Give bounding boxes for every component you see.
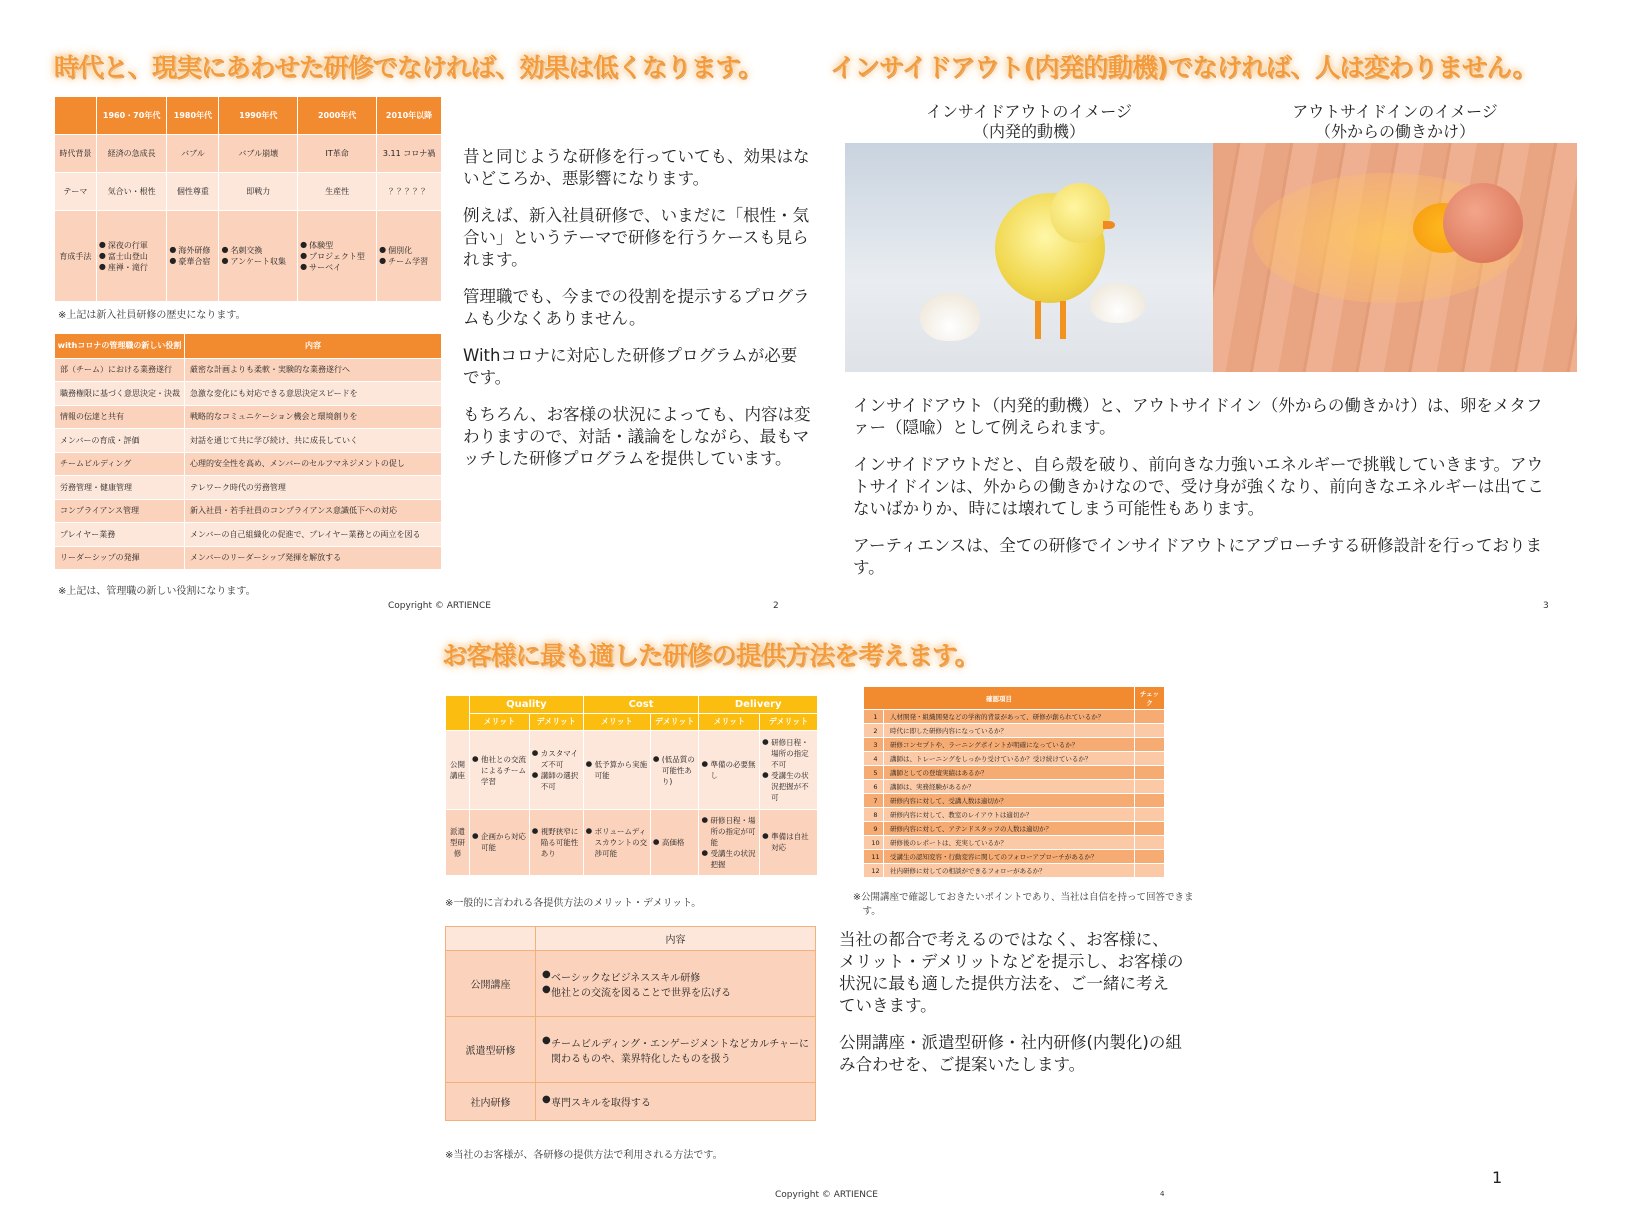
item-text: 講師としての登壇実績はあるか？	[884, 766, 1135, 780]
bullet-list	[586, 826, 648, 859]
table-cell	[536, 1017, 816, 1083]
table-row	[55, 429, 442, 453]
bullet-item: ● カスタマイズ不可	[532, 748, 581, 770]
item-number: 6	[864, 780, 884, 794]
history-note: ※上記は新入社員研修の歴史になります。	[58, 310, 246, 321]
check-cell[interactable]	[1135, 766, 1165, 780]
table-cell	[583, 809, 650, 875]
bullet-item: ● 視野狭窄に陥る可能性あり	[532, 826, 581, 859]
bullet-list	[701, 759, 757, 781]
checklist-row	[864, 836, 1165, 850]
item-number: 12	[864, 864, 884, 878]
bullet-list	[379, 245, 439, 267]
column-header: 内容	[185, 334, 442, 359]
caption-line: （外からの働きかけ）	[1314, 122, 1475, 141]
table-cell	[650, 731, 699, 809]
table-row	[446, 951, 816, 1017]
paragraph: アーティエンスは、全ての研修でインサイドアウトにアプローチする研修設計を行っております。	[853, 536, 1543, 577]
table-row	[55, 211, 442, 302]
item-number: 3	[864, 738, 884, 752]
slide3-body	[853, 395, 1558, 594]
bullet-item: ● 他社との交流を図ることで世界を広げる	[542, 984, 813, 999]
bullet-item: ● 名刺交換	[221, 245, 295, 256]
table-cell	[529, 731, 583, 809]
table-cell	[219, 211, 298, 302]
bullet-item: ● 深夜の行軍	[99, 240, 165, 251]
bullet-item: ● 海外研修	[169, 245, 216, 256]
table-row	[55, 452, 442, 476]
checklist-row	[864, 766, 1165, 780]
table-cell	[167, 211, 219, 302]
check-cell[interactable]	[1135, 836, 1165, 850]
sub-header: メリット	[470, 713, 530, 731]
table-row	[55, 405, 442, 429]
check-cell[interactable]	[1135, 850, 1165, 864]
check-cell[interactable]	[1135, 710, 1165, 724]
column-header: 内容	[536, 927, 816, 951]
bullet-item: ● チーム学習	[379, 256, 439, 267]
row-label: 派遣型研修	[446, 1017, 536, 1083]
table-cell	[470, 809, 530, 875]
bullet-item: ● ボリュームディスカウントの交渉可能	[586, 826, 648, 859]
document-page-number: 1	[1492, 1168, 1503, 1187]
column-header: 1980年代	[167, 97, 219, 135]
sub-header: メリット	[583, 713, 650, 731]
column-header	[55, 97, 97, 135]
group-header: Cost	[583, 696, 699, 714]
bullet-list	[99, 240, 165, 273]
check-cell[interactable]	[1135, 780, 1165, 794]
qcd-table	[445, 695, 818, 876]
column-header: 1960・70年代	[96, 97, 167, 135]
bullet-list	[542, 1035, 813, 1065]
table-cell	[377, 211, 442, 302]
inside-out-caption	[845, 102, 1213, 142]
table-row	[446, 1017, 816, 1083]
bullet-item: ● 個別化	[379, 245, 439, 256]
sub-header: デメリット	[650, 713, 699, 731]
table-cell: 職務権限に基づく意思決定・決裁	[55, 382, 185, 406]
table-cell	[650, 809, 699, 875]
slide4-title: お客様に最も適した研修の提供方法を考えます。	[442, 641, 980, 670]
column-header: 1990年代	[219, 97, 298, 135]
group-header: Quality	[470, 696, 584, 714]
checklist-row	[864, 794, 1165, 808]
checklist-row	[864, 752, 1165, 766]
row-label: 育成手法	[55, 211, 97, 302]
checklist-table	[863, 686, 1165, 876]
item-number: 10	[864, 836, 884, 850]
qcd-note: ※一般的に言われる各提供方法のメリット・デメリット。	[445, 898, 702, 909]
table-cell: リーダーシップの発揮	[55, 546, 185, 570]
sub-header: デメリット	[529, 713, 583, 731]
table-row	[55, 523, 442, 547]
bullet-list	[701, 815, 757, 870]
row-label: 社内研修	[446, 1083, 536, 1121]
table-cell	[699, 731, 760, 809]
table-cell: 経済の急成長	[96, 135, 167, 173]
table-row	[55, 382, 442, 406]
table-cell	[96, 211, 167, 302]
checklist-row	[864, 780, 1165, 794]
table-cell: メンバーの育成・評価	[55, 429, 185, 453]
checklist-row	[864, 822, 1165, 836]
column-header: 2000年代	[298, 97, 377, 135]
item-text: 時代に即した研修内容になっているか？	[884, 724, 1135, 738]
bullet-item: ● ベーシックなビジネススキル研修	[542, 969, 813, 984]
bullet-list	[169, 245, 216, 267]
bullet-item: ● 体験型	[300, 240, 374, 251]
table-row	[55, 358, 442, 382]
history-table	[54, 96, 442, 302]
checklist-row	[864, 724, 1165, 738]
paragraph: 管理職でも、今までの役割を提示するプログラムも少なくありません。	[463, 287, 810, 328]
bullet-list	[542, 1094, 813, 1109]
page-number: 4	[1160, 1190, 1165, 1198]
row-label: テーマ	[55, 173, 97, 211]
table-cell: 心理的安全性を高め、メンバーのセルフマネジメントの促し	[185, 452, 442, 476]
bullet-item: ● 研修日程・場所の指定不可	[762, 737, 815, 770]
slide2-title: 時代と、現実にあわせた研修でなければ、効果は低くなります。	[54, 53, 763, 82]
item-text: 研修後のレポートは、充実しているか？	[884, 836, 1135, 850]
bullet-list	[653, 837, 697, 848]
item-number: 4	[864, 752, 884, 766]
bullet-list	[300, 240, 374, 273]
paragraph: 例えば、新入社員研修で、いまだに「根性・気合い」というテーマで研修を行うケースも見られます。	[463, 206, 810, 269]
item-text: 講師は、実務経験があるか？	[884, 780, 1135, 794]
table-cell	[536, 1083, 816, 1121]
row-label: 時代背景	[55, 135, 97, 173]
table-cell: 生産性	[298, 173, 377, 211]
table-row	[55, 173, 442, 211]
bullet-item: ● チームビルディング・エンゲージメントなどカルチャーに関わるものや、業界特化したものを扱う	[542, 1035, 813, 1065]
roles-table	[54, 333, 442, 570]
table-cell: 労務管理・健康管理	[55, 476, 185, 500]
bullet-item: ● 受講生の状況把握	[701, 848, 757, 870]
copyright: Copyright © ARTIENCE	[388, 601, 491, 611]
bullet-item: ● 専門スキルを取得する	[542, 1094, 813, 1109]
sub-header: メリット	[699, 713, 760, 731]
table-cell: 情報の伝達と共有	[55, 405, 185, 429]
check-cell[interactable]	[1135, 864, 1165, 878]
item-number: 5	[864, 766, 884, 780]
row-label: 公開講座	[446, 951, 536, 1017]
table-cell: メンバーのリーダーシップ発揮を解放する	[185, 546, 442, 570]
bullet-item: ● 高価格	[653, 837, 697, 848]
bullet-item: ● 研修日程・場所の指定が可能	[701, 815, 757, 848]
table-cell	[583, 731, 650, 809]
chick-image	[845, 143, 1213, 372]
item-text: 研修コンセプトや、ラーニングポイントが明確になっているか？	[884, 738, 1135, 752]
paragraph: インサイドアウトだと、自ら殻を破り、前向きな力強いエネルギーで挑戦していきます。アウトサイドインは、外からの働きかけなので、受け身が強くなり、前向きなエネルギーは出てこないばかりか、時には壊れてしまう可能性もあります。	[853, 455, 1544, 518]
check-cell[interactable]	[1135, 738, 1165, 752]
caption-line: アウトサイドインのイメージ	[1292, 102, 1498, 121]
group-header: Delivery	[699, 696, 818, 714]
caption-line: インサイドアウトのイメージ	[926, 102, 1132, 121]
page-number: 3	[1543, 601, 1549, 611]
column-header: 2010年以降	[377, 97, 442, 135]
table-cell: バブル崩壊	[219, 135, 298, 173]
table-row	[55, 476, 442, 500]
bullet-list	[762, 831, 815, 853]
sub-header: デメリット	[760, 713, 818, 731]
item-text: 人材開発・組織開発などの学術的背景があって、研修が創られているか？	[884, 710, 1135, 724]
table-cell	[529, 809, 583, 875]
item-number: 8	[864, 808, 884, 822]
item-number: 9	[864, 822, 884, 836]
table-cell: 対話を通じて共に学び続け、共に成長していく	[185, 429, 442, 453]
item-number: 7	[864, 794, 884, 808]
paragraph: Withコロナに対応した研修プログラムが必要です。	[463, 346, 798, 387]
bullet-item: ● 座禅・滝行	[99, 262, 165, 273]
copyright: Copyright © ARTIENCE	[775, 1190, 878, 1200]
item-number: 2	[864, 724, 884, 738]
table-cell	[760, 809, 818, 875]
bullet-list	[532, 748, 581, 792]
bullet-list	[586, 759, 648, 781]
item-number: 1	[864, 710, 884, 724]
slide3-title: インサイドアウト(内発的動機)でなければ、人は変わりません。	[830, 53, 1537, 82]
row-label: 派遣型研修	[446, 809, 470, 875]
column-header: withコロナの管理職の新しい役割	[55, 334, 185, 359]
table-row	[55, 135, 442, 173]
checklist-note: ※公開講座で確認しておきたいポイントであり、当社は自信を持って回答できます。	[853, 892, 1194, 917]
row-label: 公開講座	[446, 731, 470, 809]
table-cell: 個性尊重	[167, 173, 219, 211]
bullet-item: ● 準備の必要無し	[701, 759, 757, 781]
column-header: 確認項目	[864, 687, 1135, 710]
table-cell: バブル	[167, 135, 219, 173]
bullet-list	[472, 831, 527, 853]
table-cell	[298, 211, 377, 302]
table-row	[55, 499, 442, 523]
paragraph: インサイドアウト（内発的動機）と、アウトサイドイン（外からの働きかけ）は、卵をメタファー（隠喩）として例えられます。	[853, 396, 1543, 437]
item-text: 研修内容に対して、教室のレイアウトは適切か？	[884, 808, 1135, 822]
table-cell: ？？？？？	[377, 173, 442, 211]
table-cell: 部（チーム）における業務遂行	[55, 358, 185, 382]
table-cell: 急激な変化にも対応できる意思決定スピードを	[185, 382, 442, 406]
table-row	[446, 1083, 816, 1121]
check-cell[interactable]	[1135, 752, 1165, 766]
bullet-item: ● 企画から対応可能	[472, 831, 527, 853]
table-cell: 厳密な計画よりも柔軟・実験的な業務遂行へ	[185, 358, 442, 382]
checklist-row	[864, 850, 1165, 864]
bullet-list	[472, 754, 527, 787]
bullet-item: ● (低品質の可能性あり)	[653, 754, 697, 787]
bullet-list	[542, 969, 813, 999]
table-row	[55, 546, 442, 570]
outside-in-caption	[1213, 102, 1577, 142]
bullet-item: ● 準備は自社対応	[762, 831, 815, 853]
checklist-row	[864, 864, 1165, 878]
table-cell: IT革命	[298, 135, 377, 173]
table-cell: 即戦力	[219, 173, 298, 211]
paragraph: 公開講座・派遣型研修・社内研修(内製化)の組み合わせを、ご提案いたします。	[839, 1033, 1182, 1074]
checklist-row	[864, 808, 1165, 822]
check-cell[interactable]	[1135, 822, 1165, 836]
table-cell: 3.11 コロナ禍	[377, 135, 442, 173]
table-cell	[536, 951, 816, 1017]
bullet-item: ● 受講生の状況把握が不可	[762, 770, 815, 803]
method-note: ※当社のお客様が、各研修の提供方法で利用される方法です。	[445, 1150, 723, 1161]
table-cell: プレイヤー業務	[55, 523, 185, 547]
table-cell: チームビルディング	[55, 452, 185, 476]
caption-line: （内発的動機）	[972, 122, 1085, 141]
bullet-list	[762, 737, 815, 803]
item-text: 受講生の認知変容・行動変容に関してのフォローアプローチがあるか？	[884, 850, 1135, 864]
item-text: 社内研修に対しての相談ができるフォローがあるか？	[884, 864, 1135, 878]
bullet-item: ● プロジェクト型	[300, 251, 374, 262]
table-cell: 新入社員・若手社員のコンプライアンス意識低下への対応	[185, 499, 442, 523]
checklist-row	[864, 710, 1165, 724]
method-table	[445, 926, 816, 1121]
slide2-body	[463, 146, 813, 485]
broken-egg-image	[1213, 143, 1577, 372]
bullet-item: ● サーベイ	[300, 262, 374, 273]
check-cell[interactable]	[1135, 794, 1165, 808]
paragraph: 昔と同じような研修を行っていても、効果はないどころか、悪影響になります。	[463, 147, 810, 188]
page-number: 2	[773, 601, 779, 611]
table-cell	[699, 809, 760, 875]
bullet-item: ● 低予算から実施可能	[586, 759, 648, 781]
item-text: 研修内容に対して、アテンドスタッフの人数は適切か？	[884, 822, 1135, 836]
bullet-item: ● 富士山登山	[99, 251, 165, 262]
table-cell	[760, 731, 818, 809]
item-number: 11	[864, 850, 884, 864]
table-cell: メンバーの自己組織化の促進で、プレイヤー業務との両立を図る	[185, 523, 442, 547]
table-row	[446, 809, 818, 875]
table-cell: 戦略的なコミュニケーション機会と環境創りを	[185, 405, 442, 429]
item-text: 研修内容に対して、受講人数は適切か？	[884, 794, 1135, 808]
bullet-item: ● 他社との交流によるチーム学習	[472, 754, 527, 787]
bullet-list	[221, 245, 295, 267]
bullet-item: ● 豪華合宿	[169, 256, 216, 267]
bullet-item: ● 講師の選択不可	[532, 770, 581, 792]
table-cell: 気合い・根性	[96, 173, 167, 211]
bullet-list	[532, 826, 581, 859]
checklist-row	[864, 738, 1165, 752]
table-row	[446, 731, 818, 809]
bullet-list	[653, 754, 697, 787]
table-cell: コンプライアンス管理	[55, 499, 185, 523]
column-header: チェック	[1135, 687, 1165, 710]
item-text: 講師は、トレーニングをしっかり受けているか？受け続けているか？	[884, 752, 1135, 766]
table-cell	[470, 731, 530, 809]
check-cell[interactable]	[1135, 808, 1165, 822]
paragraph: もちろん、お客様の状況によっても、内容は変わりますので、対話・議論をしながら、最もマッチした研修プログラムを提供しています。	[463, 405, 811, 468]
slide4-body	[839, 929, 1184, 1091]
paragraph: 当社の都合で考えるのではなく、お客様に、メリット・デメリットなどを提示し、お客様の状況に最も適した提供方法を、ご一緒に考えていきます。	[839, 930, 1184, 1015]
check-cell[interactable]	[1135, 724, 1165, 738]
bullet-item: ● アンケート収集	[221, 256, 295, 267]
roles-note: ※上記は、管理職の新しい役割になります。	[58, 586, 256, 597]
table-cell: テレワーク時代の労務管理	[185, 476, 442, 500]
